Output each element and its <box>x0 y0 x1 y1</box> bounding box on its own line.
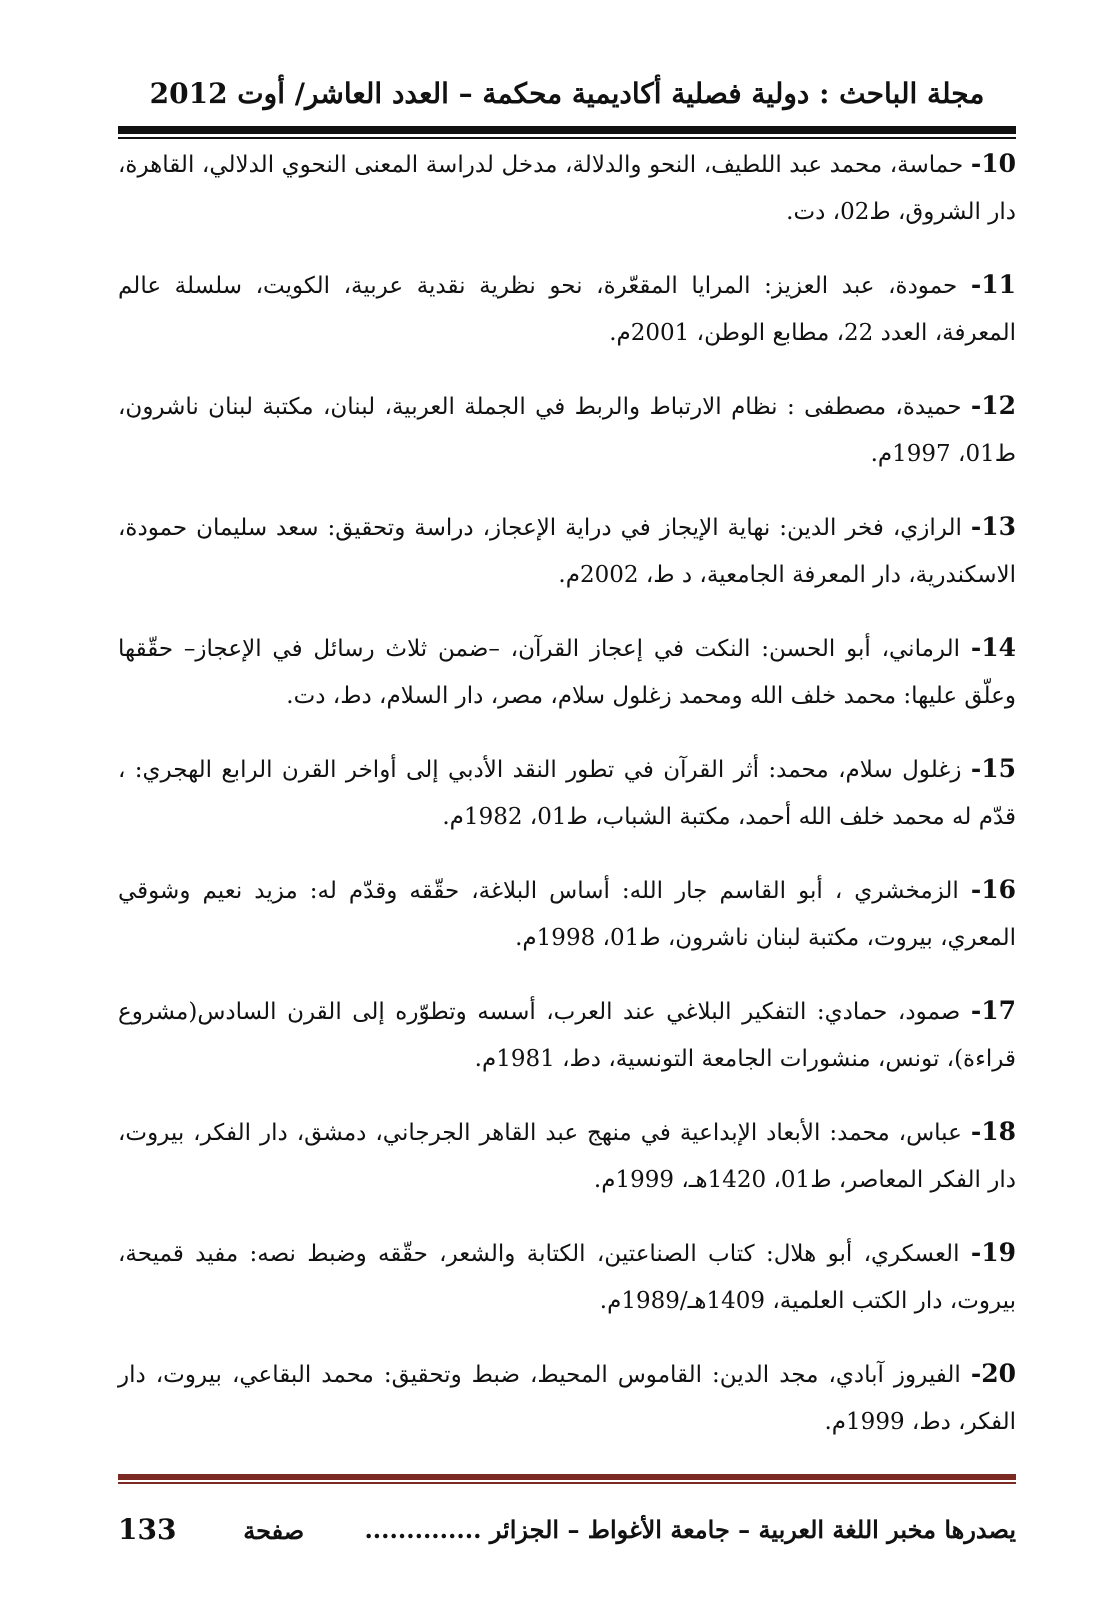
header-divider-thick <box>118 126 1016 134</box>
reference-item <box>118 382 1016 503</box>
reference-text: عباس، محمد: الأبعاد الإبداعية في منهج عبد القاهر الجرجاني، دمشق، دار الفكر، بيروت، دار الفكر المعاصر، ط01، 1420هـ، 1999م. <box>118 1120 1016 1193</box>
reference-text: حماسة، محمد عبد اللطيف، النحو والدلالة، مدخل لدراسة المعنى النحوي الدلالي، القاهرة، دار الشروق، ط02، دت. <box>118 152 1016 225</box>
reference-item <box>118 503 1016 624</box>
reference-text: حمودة، عبد العزيز: المرايا المقعّرة، نحو نظرية نقدية عربية، الكويت، سلسلة عالم المعرفة، العدد 22، مطابع الوطن، 2001م. <box>118 273 1016 346</box>
reference-text: صمود، حمادي: التفكير البلاغي عند العرب، أسسه وتطوّره إلى القرن السادس(مشروع قراءة)، تونس، منشورات الجامعة التونسية، دط، 1981م. <box>118 999 1016 1072</box>
reference-number: 17- <box>970 996 1016 1025</box>
reference-item <box>118 1108 1016 1229</box>
page-number: 133 <box>118 1513 177 1546</box>
journal-header-title: مجلة الباحث : دولية فصلية أكاديمية محكمة – العدد العاشر/ أوت 2012 <box>149 77 985 110</box>
reference-number: 15- <box>970 754 1017 783</box>
reference-text: الفيروز آبادي، مجد الدين: القاموس المحيط، ضبط وتحقيق: محمد البقاعي، بيروت، دار الفكر، دط، 1999م. <box>118 1362 1016 1435</box>
page-footer <box>118 1510 1016 1550</box>
reference-text: الزمخشري ، أبو القاسم جار الله: أساس البلاغة، حقّقه وقدّم له: مزيد نعيم وشوقي المعري، بيروت، مكتبة لبنان ناشرون، ط01، 1998م. <box>118 878 1016 951</box>
reference-number: 16- <box>970 875 1016 904</box>
reference-number: 20- <box>970 1359 1016 1388</box>
reference-number: 11- <box>970 270 1017 299</box>
page-label: صفحة <box>243 1516 305 1545</box>
reference-item <box>118 745 1016 866</box>
reference-text: العسكري، أبو هلال: كتاب الصناعتين، الكتابة والشعر، حقّقه وضبط نصه: مفيد قميحة، بيروت، دار الكتب العلمية، 1409هـ/1989م. <box>118 1241 1016 1314</box>
reference-number: 13- <box>970 512 1017 541</box>
footer-page-number <box>118 1510 304 1551</box>
reference-item <box>118 261 1016 382</box>
footer-publisher: يصدرها مخبر اللغة العربية – جامعة الأغواط – الجزائر .............. <box>364 1515 1016 1544</box>
reference-number: 19- <box>970 1238 1017 1267</box>
reference-number: 14- <box>970 633 1017 662</box>
reference-text: حميدة، مصطفى : نظام الارتباط والربط في الجملة العربية، لبنان، مكتبة لبنان ناشرون، ط01، 1997م. <box>118 394 1016 467</box>
reference-text: الرازي، فخر الدين: نهاية الإيجاز في دراية الإعجاز، دراسة وتحقيق: سعد سليمان حمودة، الاسكندرية، دار المعرفة الجامعية، د ط، 2002م. <box>118 515 1016 588</box>
header-divider-thin <box>118 137 1016 139</box>
reference-item <box>118 1350 1016 1471</box>
reference-text: الرماني، أبو الحسن: النكت في إعجاز القرآن، –ضمن ثلاث رسائل في الإعجاز– حقّقها وعلّق عليها: محمد خلف الله ومحمد زغلول سلام، مصر، دار السلام، دط، دت. <box>118 636 1016 709</box>
reference-number: 10- <box>970 149 1016 178</box>
reference-number: 12- <box>970 391 1016 420</box>
reference-item <box>118 1229 1016 1350</box>
reference-item <box>118 624 1016 745</box>
reference-list <box>118 140 1016 1471</box>
footer-divider-thin <box>118 1482 1016 1484</box>
reference-item <box>118 140 1016 261</box>
reference-number: 18- <box>970 1117 1016 1146</box>
reference-item <box>118 866 1016 987</box>
reference-text: زغلول سلام، محمد: أثر القرآن في تطور النقد الأدبي إلى أواخر القرن الرابع الهجري: ، قدّم له محمد خلف الله أحمد، مكتبة الشباب، ط01، 1982م. <box>118 757 1016 830</box>
footer-divider-thick <box>118 1474 1016 1480</box>
reference-item <box>118 987 1016 1108</box>
